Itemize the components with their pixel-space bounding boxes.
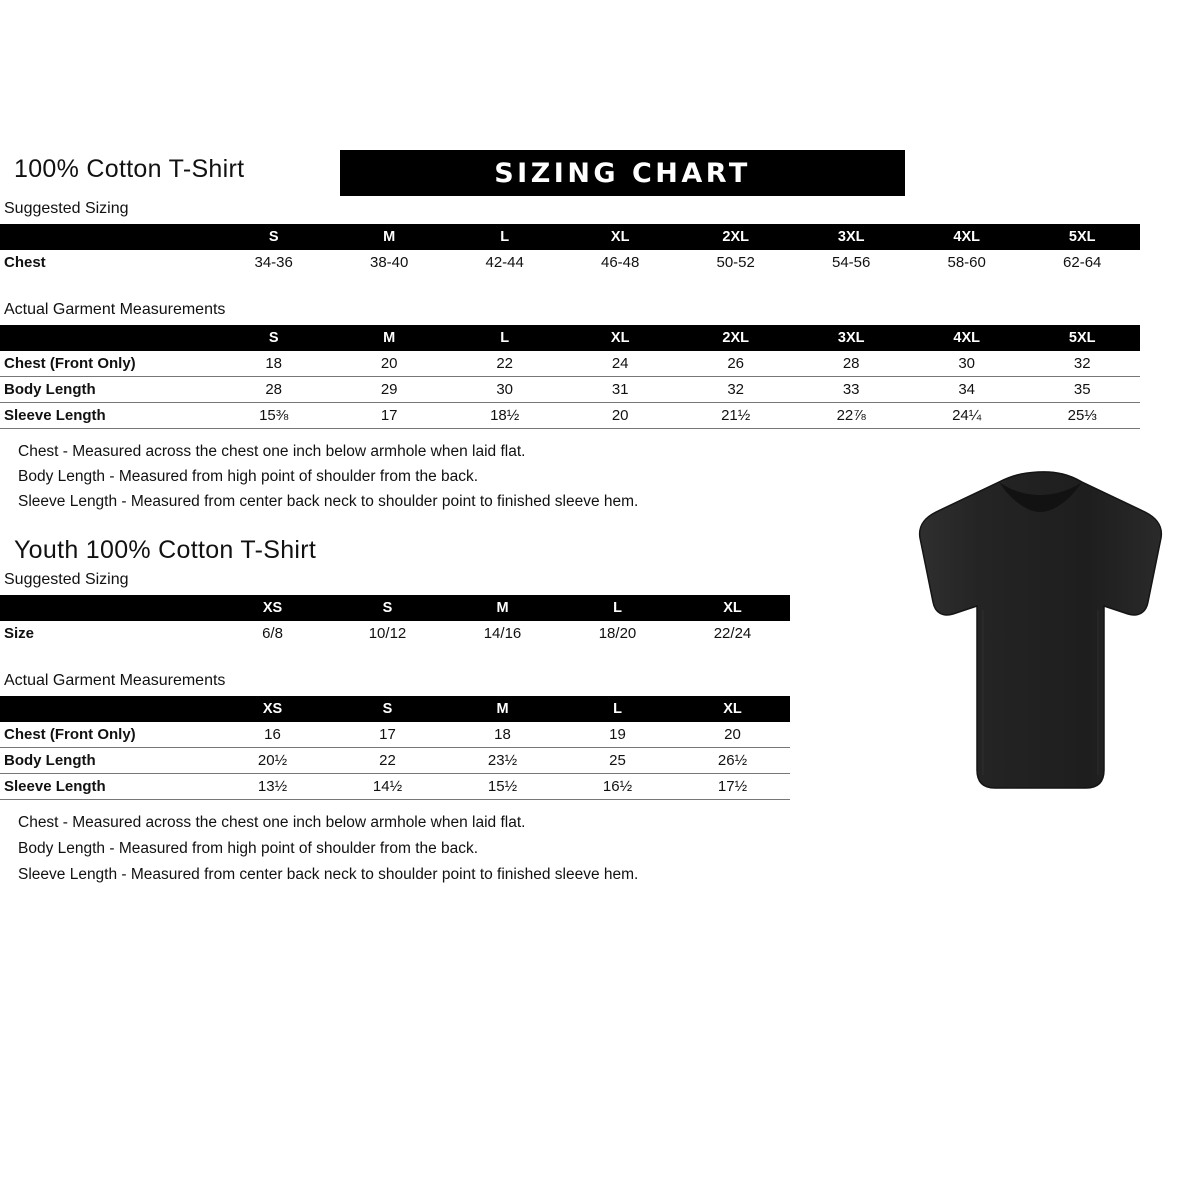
row-label: Chest (Front Only) bbox=[0, 722, 215, 748]
table-cell: 34 bbox=[909, 377, 1025, 403]
note-body-length: Body Length - Measured from high point of shoulder from the back. bbox=[18, 840, 479, 857]
table-cell: 33 bbox=[793, 377, 909, 403]
column-header: S bbox=[268, 330, 279, 346]
table-cell: 54-56 bbox=[832, 254, 871, 271]
table-cell: 28 bbox=[793, 351, 909, 377]
table-cell: 19 bbox=[560, 722, 675, 748]
youth-suggested-sizing-label: Suggested Sizing bbox=[4, 571, 129, 588]
table-cell: 18 bbox=[216, 351, 332, 377]
column-header: L bbox=[613, 600, 622, 616]
row-label: Body Length bbox=[0, 748, 215, 774]
sizing-chart-banner bbox=[340, 150, 905, 196]
table-cell: 30 bbox=[909, 351, 1025, 377]
column-header: M bbox=[383, 330, 396, 346]
table-row bbox=[0, 403, 1140, 429]
table-header bbox=[0, 224, 1140, 250]
table-cell: 15½ bbox=[445, 774, 560, 800]
adult-measurement-notes bbox=[18, 443, 950, 511]
column-header: XL bbox=[610, 229, 630, 245]
table-header bbox=[0, 325, 1140, 351]
row-label: Sleeve Length bbox=[0, 774, 215, 800]
table-cell: 28 bbox=[216, 377, 332, 403]
table-cell: 32 bbox=[1024, 351, 1140, 377]
table-header-row bbox=[0, 595, 790, 621]
column-header: M bbox=[496, 701, 509, 717]
table-cell: 16 bbox=[215, 722, 330, 748]
row-label: Chest bbox=[4, 254, 46, 271]
column-header: XL bbox=[723, 600, 742, 616]
adult-suggested-sizing-label: Suggested Sizing bbox=[4, 200, 129, 217]
adult-actual-measurements-label: Actual Garment Measurements bbox=[4, 301, 226, 318]
table-cell: 20 bbox=[562, 403, 678, 429]
table-cell: 17½ bbox=[675, 774, 790, 800]
table-row bbox=[0, 748, 790, 774]
table-cell: 22 bbox=[447, 351, 563, 377]
column-header: XS bbox=[262, 600, 283, 616]
table-cell: 17 bbox=[330, 722, 445, 748]
chart-content bbox=[0, 150, 1102, 892]
table-cell: 26 bbox=[678, 351, 794, 377]
column-header: M bbox=[496, 600, 509, 616]
note-body-length: Body Length - Measured from high point of shoulder from the back. bbox=[18, 468, 479, 485]
column-header: L bbox=[500, 229, 510, 245]
table-cell: 21½ bbox=[678, 403, 794, 429]
table-header bbox=[0, 595, 790, 621]
table-cell: 22⅞ bbox=[793, 403, 909, 429]
table-cell: 18/20 bbox=[598, 625, 637, 642]
table-row bbox=[0, 351, 1140, 377]
youth-actual-measurements-label: Actual Garment Measurements bbox=[4, 672, 226, 689]
table-cell: 38-40 bbox=[370, 254, 409, 271]
column-header: M bbox=[383, 229, 396, 245]
table-cell: 62-64 bbox=[1063, 254, 1102, 271]
table-cell: 32 bbox=[678, 377, 794, 403]
adult-section-title: 100% Cotton T-Shirt bbox=[14, 155, 245, 183]
row-label: Chest (Front Only) bbox=[0, 351, 216, 377]
table-cell: 6/8 bbox=[262, 625, 283, 642]
tshirt-illustration bbox=[895, 470, 1185, 815]
table-cell: 20 bbox=[331, 351, 447, 377]
column-header: S bbox=[268, 229, 279, 245]
adult-suggested-sizing-table bbox=[0, 224, 1140, 275]
column-header bbox=[0, 224, 216, 250]
table-cell: 24¼ bbox=[909, 403, 1025, 429]
table-cell: 23½ bbox=[445, 748, 560, 774]
youth-section-title: Youth 100% Cotton T-Shirt bbox=[14, 536, 317, 564]
table-cell: 20½ bbox=[215, 748, 330, 774]
table-cell: 22/24 bbox=[713, 625, 752, 642]
table-cell: 24 bbox=[562, 351, 678, 377]
table-header-row bbox=[0, 696, 790, 722]
youth-measurement-notes bbox=[18, 814, 950, 884]
table-cell: 29 bbox=[331, 377, 447, 403]
column-header: S bbox=[382, 701, 393, 717]
sizing-chart-banner-label: SIZING CHART bbox=[494, 157, 751, 189]
table-row bbox=[0, 250, 1140, 275]
table-cell: 20 bbox=[675, 722, 790, 748]
table-header-row bbox=[0, 325, 1140, 351]
youth-suggested-sizing-table bbox=[0, 595, 790, 646]
table-row bbox=[0, 774, 790, 800]
table-cell: 35 bbox=[1024, 377, 1140, 403]
column-header: XL bbox=[610, 330, 630, 346]
table-cell: 14½ bbox=[330, 774, 445, 800]
table-cell: 31 bbox=[562, 377, 678, 403]
column-header: L bbox=[613, 701, 622, 717]
column-header: 5XL bbox=[1068, 229, 1096, 245]
note-sleeve-length: Sleeve Length - Measured from center back neck to shoulder point to finished sleeve hem. bbox=[18, 866, 639, 883]
row-label: Sleeve Length bbox=[0, 403, 216, 429]
table-cell: 17 bbox=[331, 403, 447, 429]
column-header: XS bbox=[262, 701, 283, 717]
table-cell: 15⅜ bbox=[216, 403, 332, 429]
column-header bbox=[0, 595, 215, 621]
table-cell: 22 bbox=[330, 748, 445, 774]
row-label: Size bbox=[4, 625, 35, 642]
table-header-row bbox=[0, 224, 1140, 250]
table-cell: 18½ bbox=[447, 403, 563, 429]
table-cell: 25 bbox=[560, 748, 675, 774]
adult-header-row bbox=[0, 150, 950, 196]
table-cell: 34-36 bbox=[254, 254, 293, 271]
column-header: 3XL bbox=[837, 330, 865, 346]
black-tshirt-icon bbox=[895, 470, 1185, 815]
table-header bbox=[0, 696, 790, 722]
adult-actual-measurements-table bbox=[0, 325, 1140, 429]
column-header: S bbox=[382, 600, 393, 616]
table-cell: 13½ bbox=[215, 774, 330, 800]
table-cell: 18 bbox=[445, 722, 560, 748]
table-cell: 50-52 bbox=[716, 254, 755, 271]
column-header: L bbox=[500, 330, 510, 346]
table-cell: 25⅓ bbox=[1024, 403, 1140, 429]
table-cell: 26½ bbox=[675, 748, 790, 774]
note-sleeve-length: Sleeve Length - Measured from center back neck to shoulder point to finished sleeve hem. bbox=[18, 493, 639, 510]
table-cell: 58-60 bbox=[947, 254, 986, 271]
note-chest: Chest - Measured across the chest one inch below armhole when laid flat. bbox=[18, 443, 526, 460]
column-header: 4XL bbox=[953, 229, 980, 245]
column-header: 3XL bbox=[837, 229, 865, 245]
table-row bbox=[0, 377, 1140, 403]
table-cell: 14/16 bbox=[483, 625, 522, 642]
table-cell: 46-48 bbox=[601, 254, 640, 271]
table-cell: 16½ bbox=[560, 774, 675, 800]
column-header: 5XL bbox=[1068, 330, 1096, 346]
table-row bbox=[0, 722, 790, 748]
column-header: XL bbox=[723, 701, 742, 717]
column-header: 2XL bbox=[722, 330, 749, 346]
column-header bbox=[0, 696, 215, 722]
table-cell: 10/12 bbox=[368, 625, 407, 642]
note-chest: Chest - Measured across the chest one inch below armhole when laid flat. bbox=[18, 814, 526, 831]
column-header bbox=[0, 325, 216, 351]
table-row bbox=[0, 621, 790, 646]
table-cell: 42-44 bbox=[485, 254, 524, 271]
table-cell: 30 bbox=[447, 377, 563, 403]
row-label: Body Length bbox=[0, 377, 216, 403]
column-header: 4XL bbox=[953, 330, 980, 346]
youth-actual-measurements-table bbox=[0, 696, 790, 800]
column-header: 2XL bbox=[722, 229, 749, 245]
